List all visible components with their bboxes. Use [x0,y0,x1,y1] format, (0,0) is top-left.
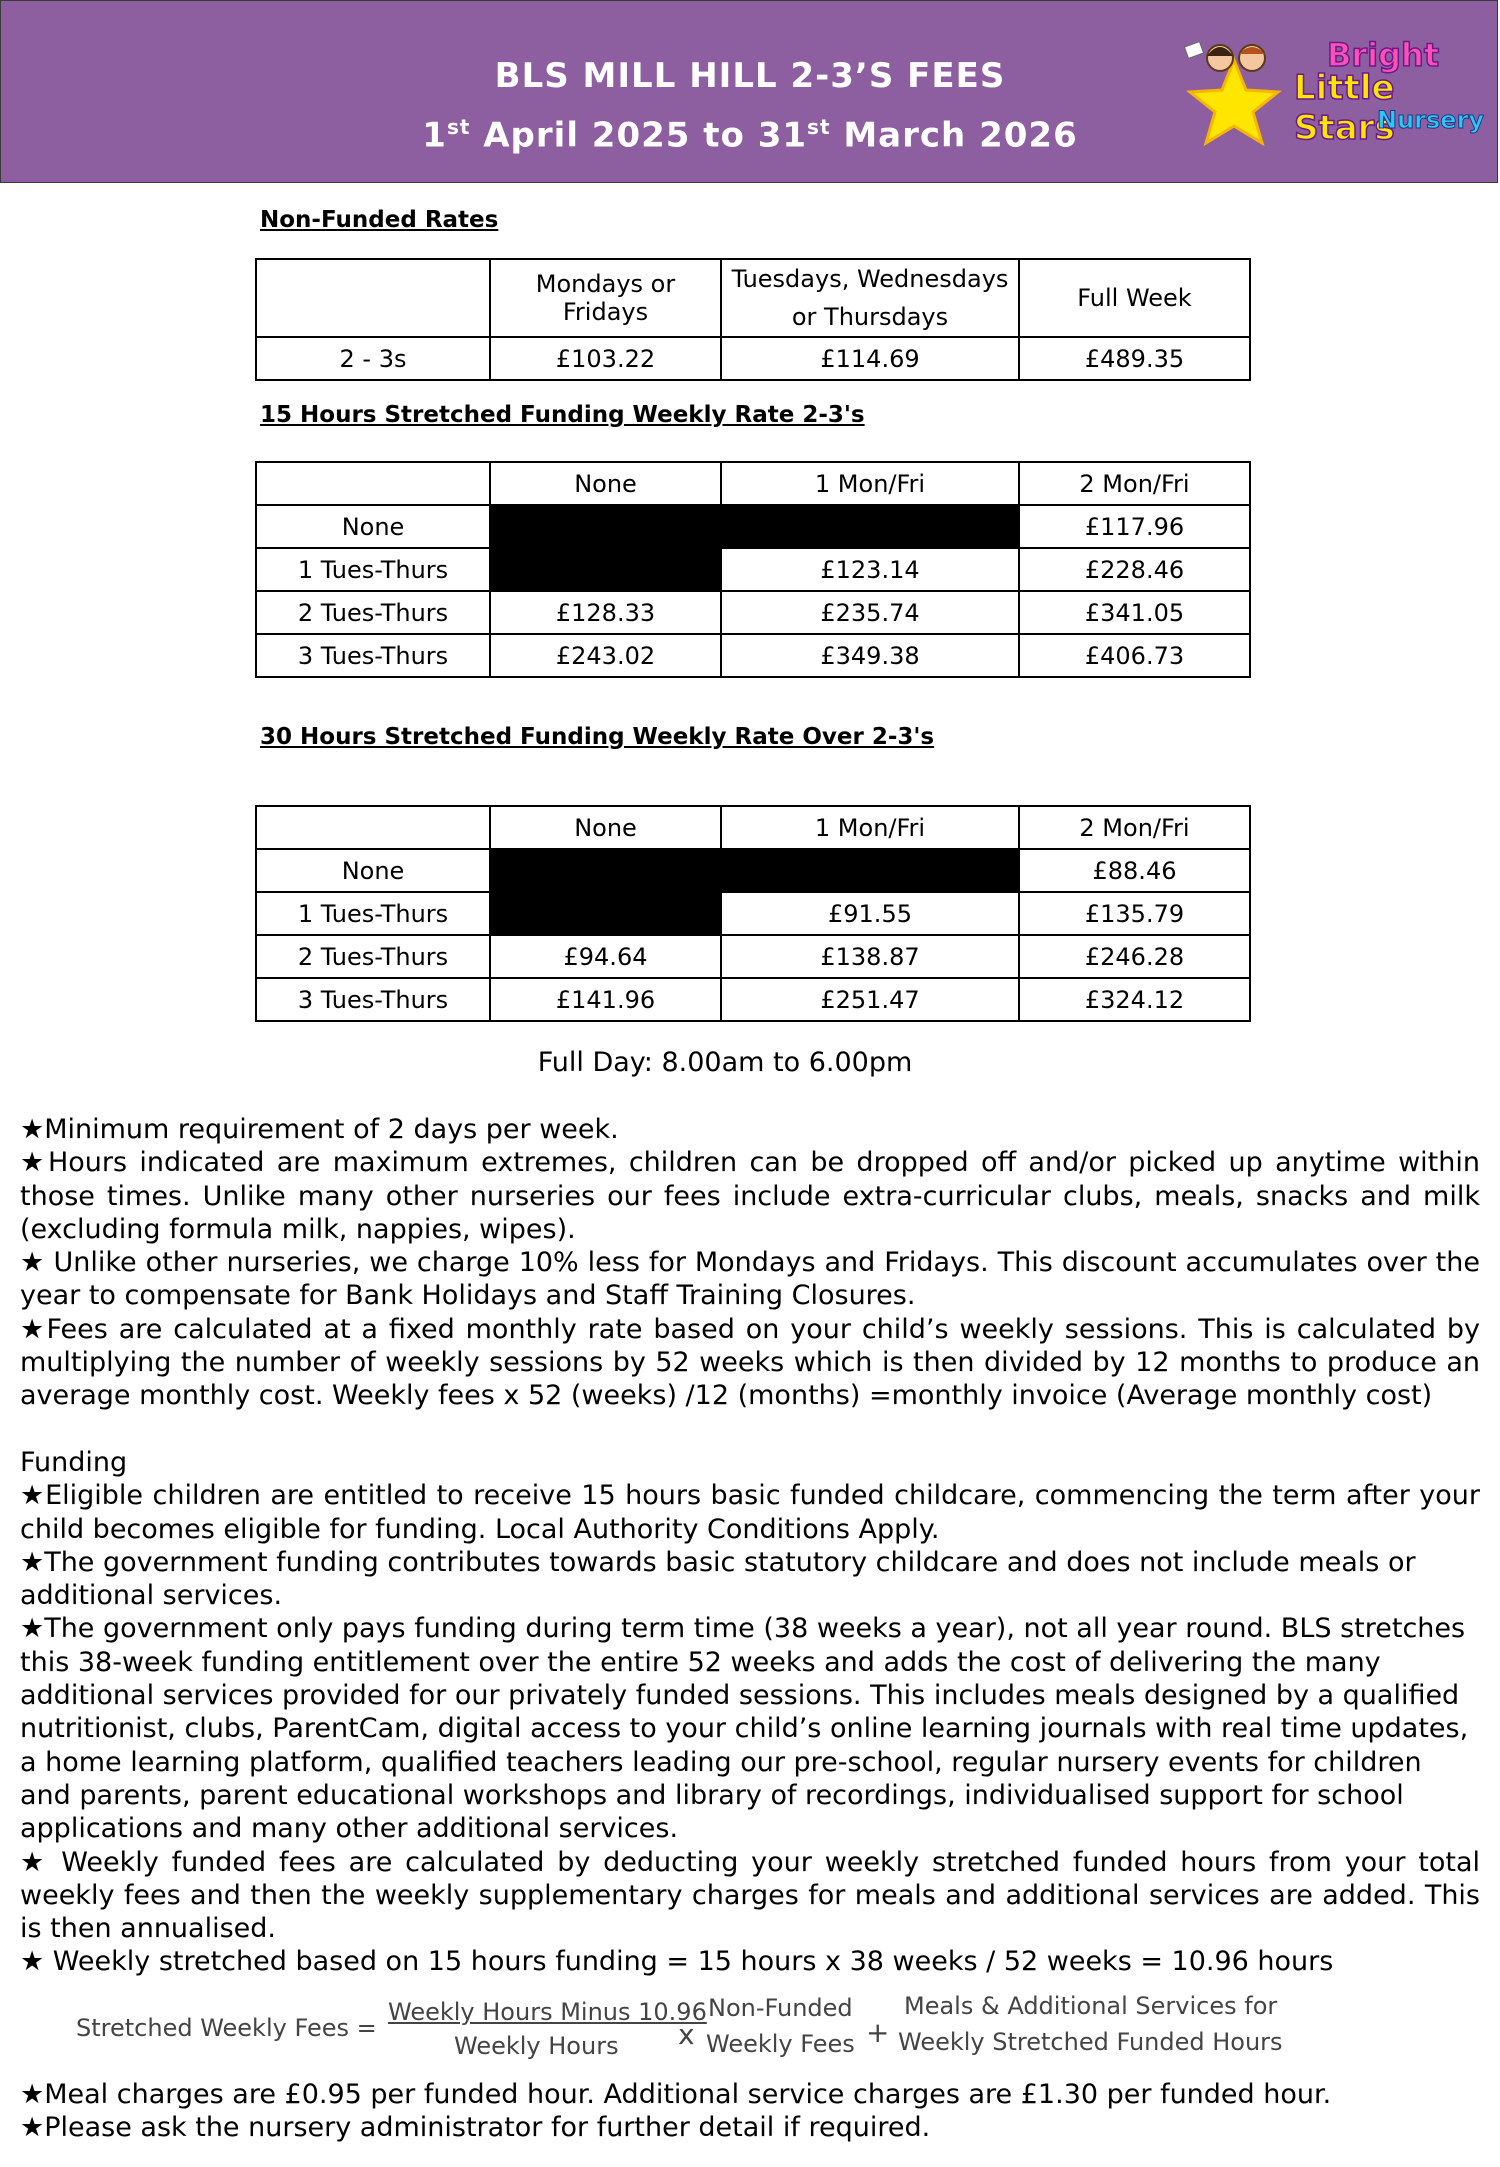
stretched-fees-formula [76,1992,1296,2072]
blacked-out-cell [490,505,721,548]
note-paragraph: ★Hours indicated are maximum extremes, children can be dropped off and/or picked up anytime within those times. Unlike many other nurseries our fees include extra-curricular clubs, meals, snacks and milk (excluding formula milk, nappies, wipes). [20,1147,1480,1245]
table-row [256,935,1250,978]
fee-notes [20,1113,1480,1979]
logo-word-little-stars: Little Stars [1294,68,1395,148]
logo-word-nursery: Nursery [1377,106,1485,134]
table-row [256,505,1250,548]
table-header-row [256,259,1250,337]
table-cell: £138.87 [721,935,1019,978]
logo-word-bright: Bright [1327,36,1440,74]
table-cell: £246.28 [1019,935,1250,978]
table-cell: £117.96 [1019,505,1250,548]
final-notes [20,2078,1480,2145]
formula-term2-line2: Weekly Fees [706,2030,855,2058]
note-paragraph: ★ Weekly stretched based on 15 hours funding = 15 hours x 38 weeks / 52 weeks = 10.96 hours [20,1946,1334,1978]
table-header-row [256,462,1250,505]
table-cell [256,462,490,505]
formula-term3-line2: Weekly Stretched Funded Hours [898,2028,1283,2056]
table-header-row [256,806,1250,849]
formula-times: x [678,2018,695,2051]
note-paragraph: ★Fees are calculated at a fixed monthly rate based on your child’s weekly sessions. This is calculated by multiplying the number of weekly sessions by 52 weeks which is then divided by 12 months to produce an average monthly cost. Weekly fees x 52 (weeks) /12 (months) =monthly invoice (Average monthly cost) [20,1313,1480,1412]
table-cell: £251.47 [721,978,1019,1021]
table-cell: £94.64 [490,935,721,978]
formula-plus: + [866,2016,890,2049]
table-cell: None [490,462,721,505]
table-cell: 3 Tues-Thurs [256,978,490,1021]
page-title: BLS MILL HILL 2-3’S FEES [494,56,1006,96]
table-row [256,591,1250,634]
note-paragraph: ★Eligible children are entitled to receive 15 hours basic funded childcare, commencing the term after your child becomes eligible for funding. Local Authority Conditions Apply. [20,1480,1480,1545]
table-row [256,849,1250,892]
table-cell: £489.35 [1019,337,1250,380]
table-cell: Full Week [1019,259,1250,337]
table-cell: £324.12 [1019,978,1250,1021]
non-funded-title: Non-Funded Rates [260,207,499,233]
table-cell: £135.79 [1019,892,1250,935]
formula-lhs: Stretched Weekly Fees = [76,2014,377,2042]
table-cell [256,806,490,849]
table-cell: £406.73 [1019,634,1250,677]
opening-hours: Full Day: 8.00am to 6.00pm [537,1047,913,1078]
table-cell: £88.46 [1019,849,1250,892]
table-cell: Tuesdays, Wednesdays or Thursdays [721,259,1019,337]
table-cell: £235.74 [721,591,1019,634]
formula-numerator: Weekly Hours Minus 10.96 [388,1998,707,2026]
formula-term2-line1: Non-Funded [708,1994,853,2022]
blacked-out-cell [721,849,1019,892]
table-row [256,548,1250,591]
table-cell: £349.38 [721,634,1019,677]
table-cell: None [256,849,490,892]
blacked-out-cell [490,548,721,591]
table-cell: 1 Mon/Fri [721,806,1019,849]
table-cell: Mondays or Fridays [490,259,721,337]
note-paragraph: ★Minimum requirement of 2 days per week. [20,1114,619,1145]
funding-heading: Funding [20,1446,128,1478]
table-cell: 3 Tues-Thurs [256,634,490,677]
table-cell: 1 Tues-Thurs [256,548,490,591]
note-paragraph: ★The government only pays funding during term time (38 weeks a year), not all year round. BLS stretches this 38-week funding entitlement over the entire 52 weeks and adds the cost of delivering the many additional services provided for our privately funded sessions. This includes meals designed by a qualified nutritionist, clubs, ParentCam, digital access to your child’s online learning journals with real time updates, a home learning platform, qualified teachers leading our pre-school, regular nursery events for children and parents, parent educational workshops and library of recordings, individualised support for school applications and many other additional services. [20,1613,1469,1845]
table-row [256,337,1250,380]
table-row [256,892,1250,935]
table-cell: 1 Mon/Fri [721,462,1019,505]
note-paragraph: ★Please ask the nursery administrator for further detail if required. [20,2112,931,2144]
table-cell: 1 Tues-Thurs [256,892,490,935]
table-cell: £114.69 [721,337,1019,380]
nursery-logo [1172,38,1492,148]
thirty-hours-table [255,805,1251,1022]
table-cell: 2 Mon/Fri [1019,806,1250,849]
table-cell: 2 Tues-Thurs [256,591,490,634]
fifteen-hours-table [255,461,1251,678]
note-paragraph: ★The government funding contributes towards basic statutory childcare and does not include meals or additional services. [20,1546,1416,1612]
table-cell: £243.02 [490,634,721,677]
table-cell: £141.96 [490,978,721,1021]
blacked-out-cell [490,849,721,892]
table-cell [256,259,490,337]
table-cell: £341.05 [1019,591,1250,634]
table-cell: 2 - 3s [256,337,490,380]
formula-term3-line1: Meals & Additional Services for [904,1992,1278,2020]
spacer [20,1413,1480,1446]
table-cell: None [490,806,721,849]
table-cell: £91.55 [721,892,1019,935]
blacked-out-cell [721,505,1019,548]
note-paragraph: ★ Weekly funded fees are calculated by deducting your weekly stretched funded hours from your total weekly fees and then the weekly supplementary charges for meals and additional services are added. This is then annualised. [20,1846,1480,1945]
table-row [256,978,1250,1021]
table-cell: £228.46 [1019,548,1250,591]
blacked-out-cell [490,892,721,935]
note-paragraph: ★ Unlike other nurseries, we charge 10% less for Mondays and Fridays. This discount accumulates over the year to compensate for Bank Holidays and Staff Training Closures. [20,1247,1480,1312]
thirty-hours-title: 30 Hours Stretched Funding Weekly Rate Over 2-3's [260,724,935,750]
date-range: 1st April 2025 to 31st March 2026 [422,115,1078,156]
note-paragraph: ★Meal charges are £0.95 per funded hour. Additional service charges are £1.30 per funded hour. [20,2079,1332,2110]
table-cell: 2 Mon/Fri [1019,462,1250,505]
fifteen-hours-title: 15 Hours Stretched Funding Weekly Rate 2-3's [260,402,865,428]
table-cell: £128.33 [490,591,721,634]
table-cell: None [256,505,490,548]
non-funded-table [255,258,1251,381]
table-row [256,634,1250,677]
table-cell: £123.14 [721,548,1019,591]
table-cell: 2 Tues-Thurs [256,935,490,978]
formula-denominator: Weekly Hours [454,2032,619,2060]
table-cell: £103.22 [490,337,721,380]
